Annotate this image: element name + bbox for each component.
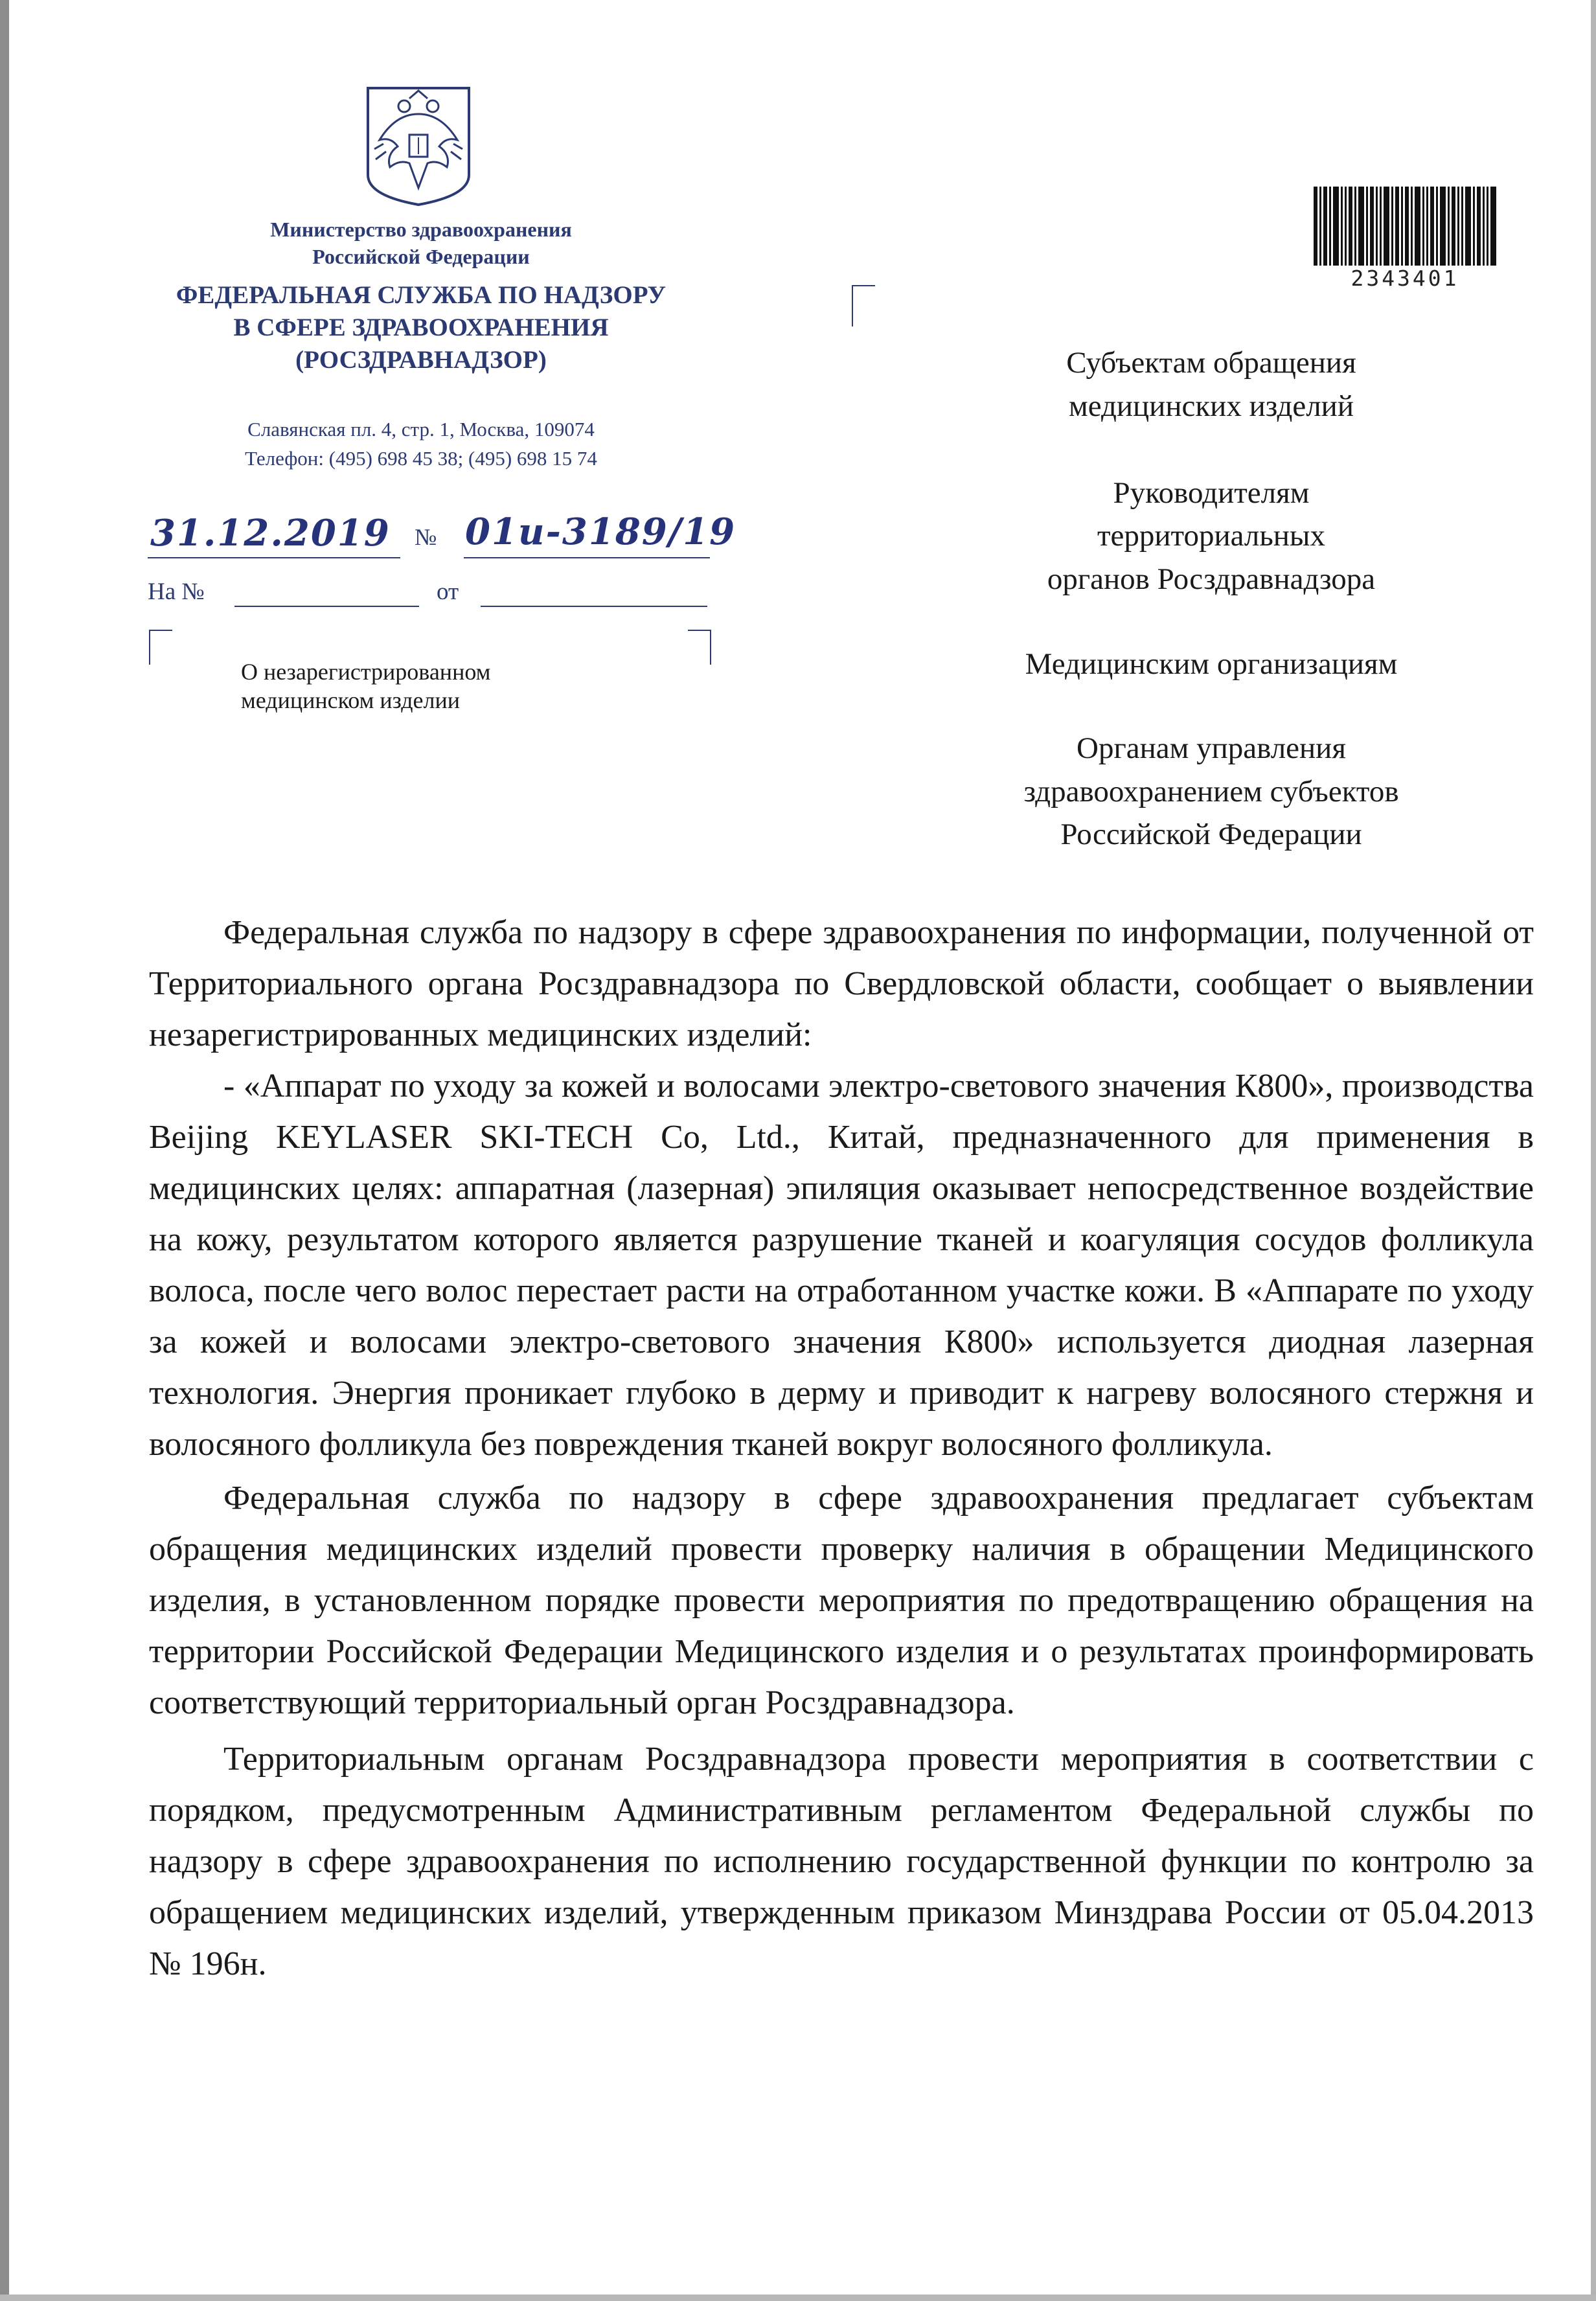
recipient-4-line-3: Российской Федерации <box>1060 818 1362 851</box>
agency-line-1: ФЕДЕРАЛЬНАЯ СЛУЖБА ПО НАДЗОРУ <box>176 281 667 309</box>
recipient-3-line-1: Медицинским организациям <box>1025 647 1398 681</box>
body-paragraph-2: - «Аппарат по уходу за кожей и волосами электро-светового значения К800», производства Beijing KEYLASER SKI-TECH Co, Ltd., Китай, предназначенного для применения в медицинских целях: аппаратная (лазерная) эпиляция оказывает непосредственное воздействие на кожу, результатом которого является разрушение тканей и коагуляция сосудов фолликула волоса, после чего волос перестает расти на отработанном участке кожи. В «Аппарате по уходу за кожей и волосами электро-светового значения К800» используется диодная лазерная технология. Энергия проникает глубоко в дерму и приводит к нагреву волосяного стержня и волосяного фолликула без повреждения тканей вокруг волосяного фолликула. <box>149 1068 1534 1463</box>
recipient-1-line-2: медицинских изделий <box>1068 389 1354 423</box>
recipient-1-line-1: Субъектам обращения <box>1066 346 1356 380</box>
scan-edge-right <box>1591 0 1596 2301</box>
barcode-icon <box>1314 187 1496 266</box>
reply-to-field <box>234 606 419 607</box>
body-text <box>149 907 1534 1989</box>
reply-to-label: На № <box>148 578 205 605</box>
subject-line-1: О незарегистрированном <box>241 659 491 685</box>
scan-edge-left <box>0 0 9 2301</box>
body-paragraph-3: Федеральная служба по надзору в сфере здравоохранения предлагает субъектам обращения медицинских изделий провести проверку наличия в обращении Медицинского изделия, в установленном порядке провести мероприятия по предотвращению обращения на территории Российской Федерации Медицинского изделия и о результатах проинформировать соответствующий территориальный орган Росздравнадзора. <box>149 1480 1534 1721</box>
registration-date-underline <box>148 557 400 558</box>
recipient-2-line-3: органов Росздравнадзора <box>1047 562 1376 596</box>
coat-of-arms-icon <box>364 84 473 207</box>
registration-number: 01и-3189/19 <box>465 510 736 553</box>
agency-phone: Телефон: (495) 698 45 38; (495) 698 15 74 <box>245 447 597 470</box>
recipient-4-line-2: здравоохранением субъектов <box>1023 775 1399 808</box>
reply-from-label: от <box>437 578 459 605</box>
registration-date: 31.12.2019 <box>150 512 391 555</box>
registration-number-sign: № <box>415 524 437 550</box>
recipient-2-line-1: Руководителям <box>1113 476 1310 510</box>
subject-line-2: медицинском изделии <box>241 687 461 713</box>
scan-edge-bottom <box>0 2295 1596 2301</box>
recipient-2-line-2: территориальных <box>1097 519 1326 553</box>
reply-from-field <box>481 606 707 607</box>
agency-address: Славянская пл. 4, стр. 1, Москва, 109074 <box>247 418 595 441</box>
subject-bracket-right <box>688 630 711 665</box>
registration-number-underline <box>464 557 710 558</box>
agency-line-3: (РОСЗДРАВНАДЗОР) <box>295 346 547 374</box>
agency-line-2: В СФЕРЕ ЗДРАВООХРАНЕНИЯ <box>233 314 609 341</box>
subject-bracket-left <box>149 630 172 665</box>
barcode-number: 2343401 <box>1351 266 1459 291</box>
body-paragraph-4: Территориальным органам Росздравнадзора провести мероприятия в соответствии с порядком, предусмотренным Административным регламентом Федеральной службы по надзору в сфере здравоохранения по исполнению государственной функции по контролю за обращением медицинских изделий, утвержденным приказом Минздрава России от 05.04.2013 № 196н. <box>149 1741 1534 1982</box>
ministry-line-2: Российской Федерации <box>312 245 530 268</box>
ministry-line-1: Министерство здравоохранения <box>270 218 572 241</box>
recipient-4-line-1: Органам управления <box>1077 731 1346 765</box>
body-paragraph-1: Федеральная служба по надзору в сфере здравоохранения по информации, полученной от Территориального органа Росздравнадзора по Свердловской области, сообщает о выявлении незарегистрированных медицинских изделий: <box>149 914 1534 1053</box>
address-bracket <box>852 285 875 326</box>
